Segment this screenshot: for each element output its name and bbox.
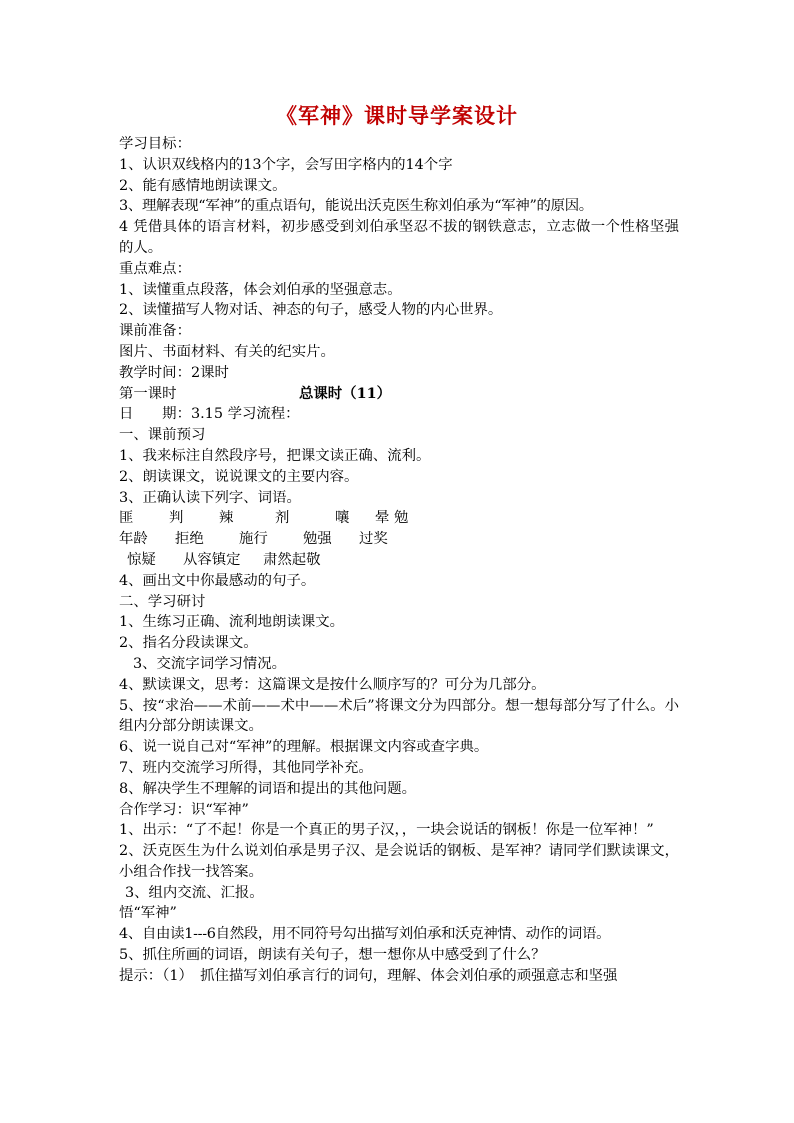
study-5: 5、按“求治——术前——术中——术后”将课文分为四部分。想一想每部分写了什么。小组内分部分朗读课文。 [119, 697, 679, 735]
vocab-word: 从容镇定 [183, 551, 241, 568]
objective-3: 3、理解表现“军神”的重点语句，能说出沃克医生称刘伯承为“军神”的原因。 [119, 198, 593, 215]
section-heading-objectives: 学习目标： [119, 136, 191, 152]
preview-4: 4、画出文中你最感动的句子。 [119, 572, 316, 589]
teaching-time: 教学时间：2课时 [119, 364, 229, 381]
vocab-word: 施行 [239, 531, 268, 548]
understanding-5: 5、抓住所画的词语，朗读有关句子，想一想你从中感受到了什么？ [119, 947, 546, 964]
vocab-word: 肃然起敬 [263, 551, 321, 568]
vocab-char: 嚷 [335, 510, 350, 527]
word-list-2 [119, 550, 679, 571]
lesson-number: 第一课时 [119, 385, 177, 402]
document-title: 《军神》课时导学案设计 [276, 103, 518, 128]
section-heading-study: 二、学习研讨 [119, 593, 206, 610]
vocab-char: 判 [169, 510, 184, 527]
cooperative-3: 3、组内交流、汇报。 [125, 884, 264, 901]
vocab-word: 惊疑 [127, 551, 156, 568]
date-and-flow: 日 期：3.15 学习流程： [119, 406, 300, 423]
objective-4: 4 凭借具体的语言材料，初步感受到刘伯承坚忍不拔的钢铁意志，立志做一个性格坚强的人。 [119, 219, 679, 256]
lesson-row [119, 384, 679, 405]
study-7: 7、班内交流学习所得，其他同学补充。 [119, 759, 373, 776]
study-6: 6、说一说自己对“军神”的理解。根据课文内容或查字典。 [119, 739, 489, 756]
vocab-word: 拒绝 [175, 531, 204, 548]
study-8: 8、解决学生不理解的词语和提出的其他问题。 [119, 780, 416, 797]
study-1: 1、生练习正确、流利地朗读课文。 [119, 614, 345, 631]
cooperative-learning-heading: 合作学习：识“军神” [119, 801, 249, 818]
total-lessons: 总课时（11） [299, 384, 391, 402]
hint-line: 提示：（1） 抓住描写刘伯承言行的词句，理解、体会刘伯承的顽强意志和坚强 [119, 967, 618, 984]
cooperative-2: 2、沃克医生为什么说刘伯承是男子汉、是会说话的钢板、是军神？请同学们默读课文，小组合作找一找答案。 [119, 843, 679, 880]
preview-1: 1、我来标注自然段序号，把课文读正确、流利。 [119, 447, 431, 464]
objective-1: 1、认识双线格内的13个字，会写田字格内的14个字 [119, 156, 453, 173]
preparation-text: 图片、书面材料、有关的纪实片。 [119, 343, 335, 360]
understanding-heading: 悟“军神” [119, 905, 177, 922]
vocab-char: 匪 [119, 510, 134, 527]
vocab-char: 晕 勉 [375, 510, 409, 527]
section-heading-preview: 一、课前预习 [119, 427, 206, 444]
word-list-1 [119, 529, 679, 550]
understanding-4: 4、自由读1---6自然段，用不同符号勾出描写刘伯承和沃克神情、动作的词语。 [119, 926, 611, 943]
keypoint-1: 1、读懂重点段落，体会刘伯承的坚强意志。 [119, 281, 402, 298]
section-heading-keypoints: 重点难点： [119, 260, 191, 277]
section-heading-preparation: 课前准备： [119, 323, 191, 340]
keypoint-2: 2、读懂描写人物对话、神态的句子，感受人物的内心世界。 [119, 302, 503, 319]
study-4: 4、默读课文，思考：这篇课文是按什么顺序写的？可分为几部分。 [119, 676, 546, 693]
vocab-char: 剂 [275, 510, 290, 527]
document-body [119, 134, 679, 987]
study-2: 2、指名分段读课文。 [119, 635, 258, 652]
character-list [119, 508, 679, 529]
vocab-word: 年龄 [119, 531, 148, 548]
preview-2: 2、朗读课文，说说课文的主要内容。 [119, 468, 359, 485]
cooperative-1: 1、出示：“了不起！你是一个真正的男子汉，，一块会说话的钢板！你是一位军神！” [119, 822, 654, 839]
preview-3: 3、正确认读下列字、词语。 [119, 489, 301, 506]
objective-2: 2、能有感情地朗读课文。 [119, 177, 287, 194]
vocab-word: 过奖 [359, 531, 388, 548]
study-3: 3、交流字词学习情况。 [133, 655, 287, 672]
vocab-char: 辣 [219, 510, 234, 527]
vocab-word: 勉强 [303, 531, 332, 548]
